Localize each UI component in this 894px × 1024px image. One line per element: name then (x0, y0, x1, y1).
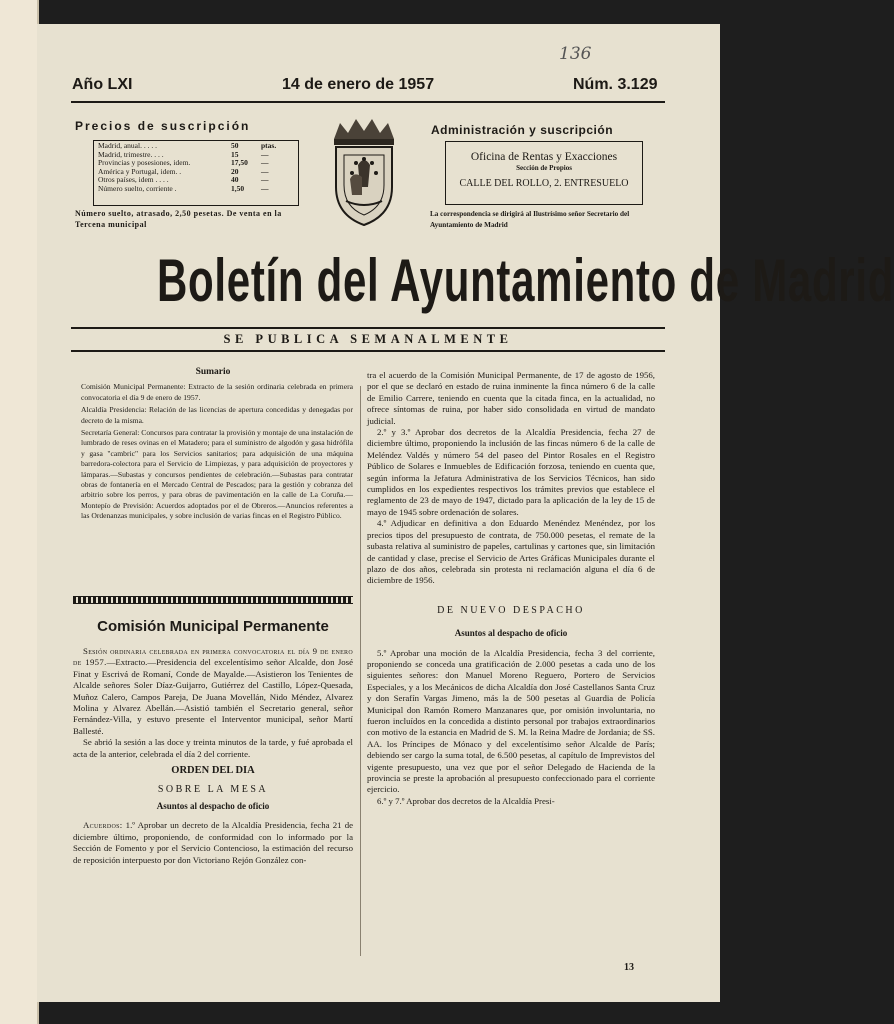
sobre-la-mesa-heading: SOBRE LA MESA (157, 784, 269, 796)
title-rule (71, 327, 665, 329)
asuntos-heading: Asuntos al despacho de oficio (156, 800, 270, 811)
session-block (73, 646, 353, 866)
subtitle-rule (71, 350, 665, 352)
paragraph: 2.º y 3.º Aprobar dos decretos de la Alcaldía Presidencia, fecha 27 de diciembre último, proponiendo la inclusión de las fincas número 6 de la calle de Meléndez Valdés y número 54 del paseo del Pintor Rosales en el Registro Público de Solares e Inmuebles de Edificación forzosa, teniendo en cuenta que, según informa la Jefatura Administrativa de los Servicios Técnicos, han sido cumplidos en los expedientes respectivos los trámites previos que establece el reglamento de 23 de mayo de 1947, dictado para la aplicación de la ley de 15 de mayo de 1945 sobre ordenación de solares. (367, 427, 655, 517)
office-section: Sección de Propios (516, 164, 572, 172)
back-issue-note: Número suelto, atrasado, 2,50 pesetas. De venta en la Tercena municipal (75, 209, 282, 229)
right-column (367, 370, 655, 807)
column-divider (360, 386, 361, 956)
price-row: Número suelto, corriente . 1,50 — (98, 183, 269, 193)
office-address: CALLE DEL ROLLO, 2. ENTRESUELO (459, 178, 629, 189)
paragraph: tra el acuerdo de la Comisión Municipal Permanente, de 17 de agosto de 1956, por el que se declaró en estado de ruina inminente la finca número 6 de la calle de Emilio Carrere, teniendo en cuenta que la citada finca, en la actualidad, no ofrece síntomas de ruina, por haber sido consolidada en virtud de mandato judicial. (367, 370, 655, 426)
sumario-item: Alcaldía Presidencia: Relación de las licencias de apertura concedidas y denegadas por decreto de la misma. (81, 405, 353, 425)
nuevo-despacho-heading: DE NUEVO DESPACHO (437, 604, 585, 616)
orden-del-dia-heading: ORDEN DEL DIA (171, 765, 255, 777)
issue-header (72, 76, 664, 98)
price-row: Madrid, anual. . . . . 50 ptas. (98, 141, 277, 150)
sumario-block (73, 367, 353, 524)
acuerdos-text: 1.º Aprobar un decreto de la Alcaldía Presidencia, fecha 21 de diciembre último, proponiendo, de conformidad con lo informado por la Sección de Fomento y por el Servicio Contencioso, la estimación del recurso de reposición interpuesto por don Victoriano Rejón González con- (73, 820, 353, 865)
page-number: 13 (624, 962, 634, 973)
sumario-item: Secretaría General: Concursos para contratar la provisión y montaje de una instalación de lumbrado de reses ovinas en el Matadero; para el suministro de algodón y gasa hidrófila y gasa "cambric" para los Servicios sanitarios; para adquisición de una máquina barredora-colectora para el Servicio de Limpiezas, y para adquisición de proyectores y lámparas.—Subastas y concursos pendientes de celebración.—Subastas para contratar obras de fontanería en el Mercado Central de Pescados; para la gestión y cobranza del arbitrio sobre los perros, y para obras de pavimentación en la calle de La Coruña.—Montepío de Previsión: Acuerdos adoptados por el de Obreros.—Anuncios referentes a las Ordenanzas municipales, y sobre inclusión de varias fincas en el Registro Público. (81, 428, 354, 521)
paragraph: 4.º Adjudicar en definitiva a don Eduardo Menéndez Menéndez, por los precios tipos del presupuesto de contrata, de 750.000 pesetas, el remate de la subasta relativa al suministro de papeles, cartulinas y cartones que, sin limitación de cantidad y clase, precise el Servicio de Artes Gráficas Municipales durante el plazo de dos años, celebrada sin protesta ni reclamación alguna el día 6 de diciembre de 1956. (367, 518, 655, 586)
price-row: Madrid, trimestre. . . . 15 — (98, 149, 269, 159)
issue-date: 14 de enero de 1957 (282, 76, 435, 93)
newspaper-page (37, 24, 894, 1002)
price-row: Provincias y posesiones, idem. 17,50 — (98, 158, 269, 168)
issue-number: Núm. 3.129 (573, 76, 658, 93)
publication-frequency: SE PUBLICA SEMANALMENTE (223, 332, 513, 346)
ornamental-divider (73, 596, 353, 604)
session-lead: Sesión ordinaria celebrada en primera convocatoria el día 9 de enero de 1957. (73, 646, 353, 668)
price-row: Otros países, idem . . . . 40 — (98, 175, 269, 185)
administration-box (445, 141, 643, 205)
price-table (93, 140, 299, 206)
binding-edge (0, 0, 39, 1024)
sumario-item: Comisión Municipal Permanente: Extracto de la sesión ordinaria celebrada en primera convocatoria el día 9 de enero de 1957. (81, 382, 353, 402)
handwritten-annotation: 136 (559, 44, 592, 64)
administration-title: Administración y suscripción (431, 123, 614, 137)
subscription-title: Precios de suscripción (75, 119, 251, 133)
newspaper-title: Boletín del Ayuntamiento de Madrid (157, 247, 894, 314)
session-extract: —Extracto.—Presidencia del excelentísimo señor Alcalde, don José Finat y Escrivá de Romaní, Conde de Mayalde.—Asistieron los Tenientes de Alcalde señores Soler Díaz-Guijarro, Gutiérrez del Castillo, López-Quesada, Muñoz Calero, Campos Pareja, De Juana Movellán, Nido Méndez, Alvarez Molina y Alvarez Abellán.—Asistió también el Secretario general, señor Fernández-Villa, y estuvo presente el Interventor municipal, señor Martí Ballesté. (73, 657, 353, 736)
header-rule (71, 101, 665, 103)
paragraph: 5.º Aprobar una moción de la Alcaldía Presidencia, fecha 3 del corriente, proponiendo se conceda una gratificación de 2.000 pesetas a cada uno de los siguientes señores: don Manuel Moreno Reguero, Portero de Servicios Especiales, y a los Mecánicos de dicha Alcaldía don José Castellanos Santa Cruz y don Serafín Vargas Jimeno, más la de 500 pesetas al Guardia de Policía Municipal don Ramón Romero Manzanares que, por omisión involuntaria, no fueron incluídos en la concedida a distinto personal por trabajos extraordinarios con motivo de la estancia en Madrid de S. M. la Reina Madre de Jordania; de SS. AA. los Príncipes de Mónaco y del excelentísimo señor Alcalde de París; debiendo ser cargo la suma total, de 6.500 pesetas, al capítulo de Imprevistos del vigente presupuesto, una vez que por el señor Delegado de Hacienda de la provincia se preste la aprobación al presupuesto confeccionado para el corriente ejercicio. (367, 647, 655, 795)
session-opening: Se abrió la sesión a las doce y treinta minutos de la tarde, y fué aprobada el acta de la anterior, celebrada el día 2 del corriente. (73, 737, 353, 759)
asuntos-heading: Asuntos al despacho de oficio (454, 628, 568, 639)
issue-year: Año LXI (72, 76, 133, 93)
price-row: América y Portugal, idem. . 20 — (98, 166, 269, 176)
paragraph: 6.º y 7.º Aprobar dos decretos de la Alcaldía Presi- (377, 795, 555, 806)
office-name: Oficina de Rentas y Exacciones (470, 151, 618, 163)
sumario-title: Sumario (195, 367, 231, 377)
acuerdos-lead: Acuerdos: (83, 820, 123, 831)
correspondence-note: La correspondencia se dirigirá al Ilustrísimo señor Secretario del Ayuntamiento de Madrid (430, 210, 630, 229)
section-title: Comisión Municipal Permanente (97, 618, 329, 635)
madrid-coat-of-arms-icon (324, 117, 404, 229)
